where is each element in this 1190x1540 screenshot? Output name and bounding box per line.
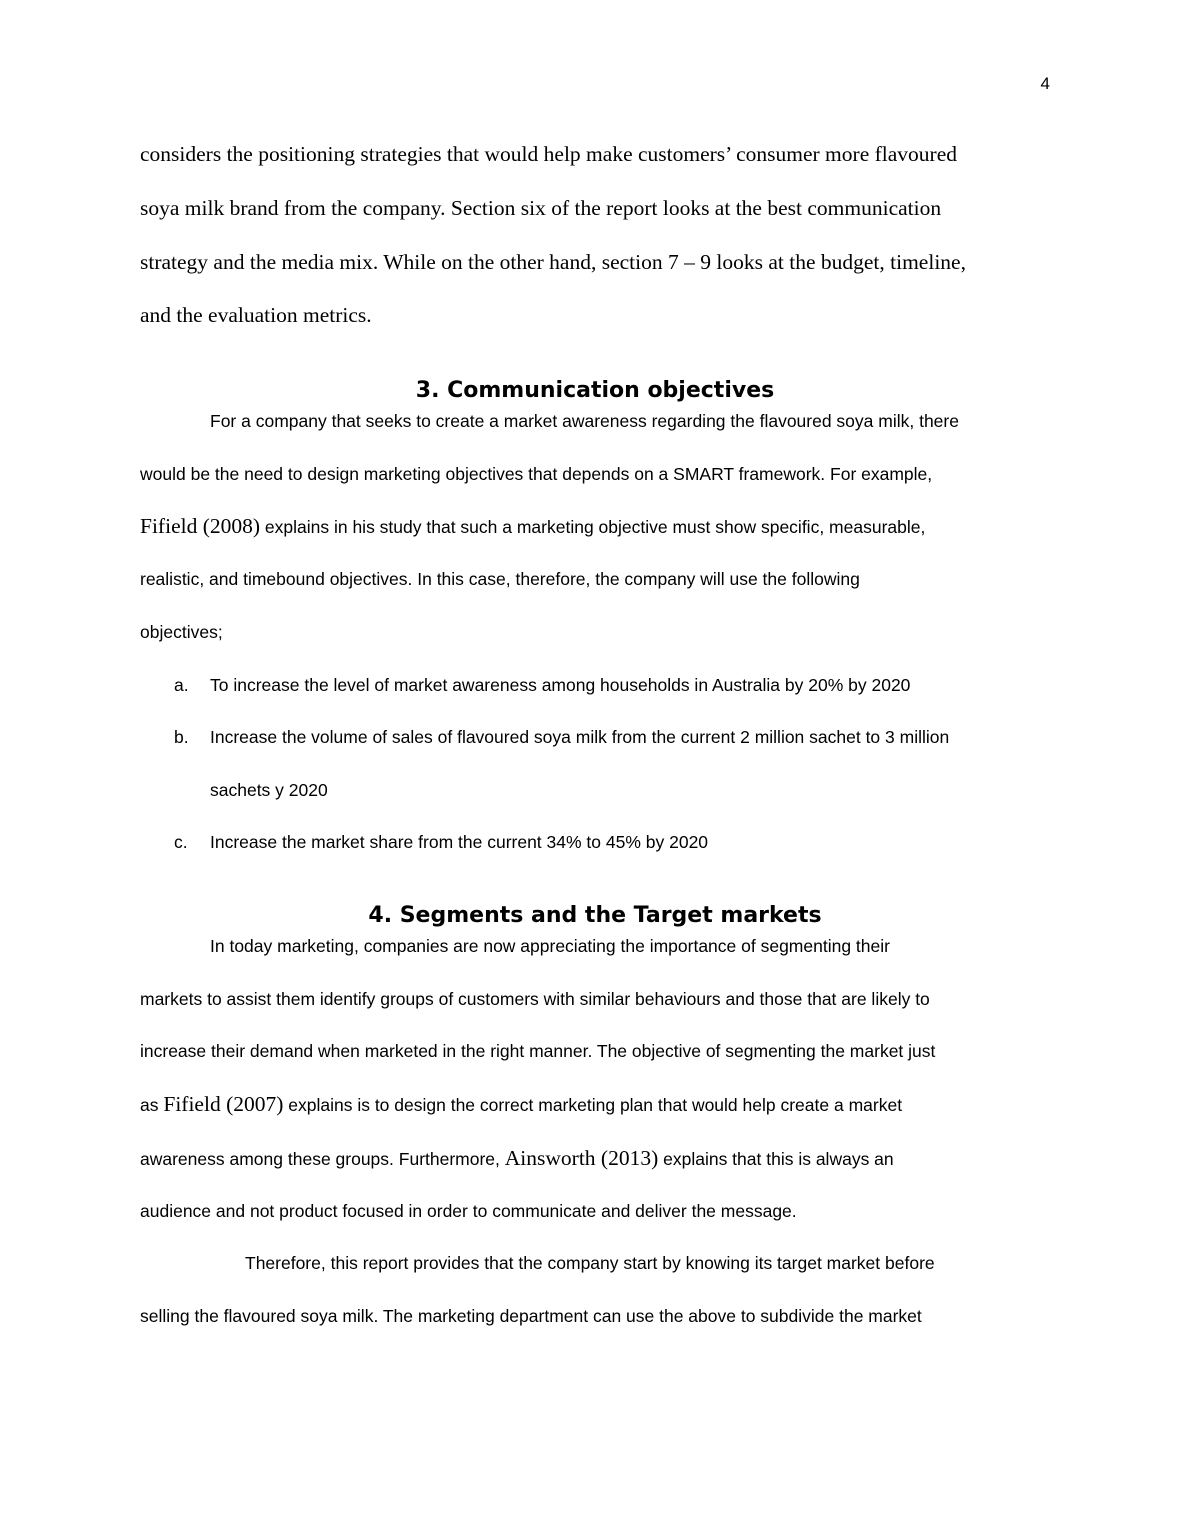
section-3-line: objectives; bbox=[140, 622, 223, 642]
citation: Fifield (2008) bbox=[140, 514, 261, 538]
citation-line-text: explains is to design the correct marketing plan that would help create a market bbox=[283, 1095, 903, 1115]
section-4-line: markets to assist them identify groups of customers with similar behaviours and those that are likely to bbox=[140, 989, 930, 1009]
section-4-line: selling the flavoured soya milk. The marketing department can use the above to subdivide the market bbox=[140, 1306, 922, 1326]
section-4-heading: 4. Segments and the Target markets bbox=[368, 903, 822, 928]
section-3-citation-line bbox=[140, 514, 925, 539]
citation: Fifield (2007) bbox=[163, 1092, 284, 1116]
section-3-line: realistic, and timebound objectives. In this case, therefore, the company will use the following bbox=[140, 569, 860, 589]
citation-line-text: explains in his study that such a marketing objective must show specific, measurable, bbox=[260, 517, 926, 537]
section-4-line: Therefore, this report provides that the company start by knowing its target market before bbox=[245, 1253, 935, 1273]
citation-line-text: explains that this is always an bbox=[658, 1149, 894, 1169]
section-3-line: For a company that seeks to create a market awareness regarding the flavoured soya milk, there bbox=[210, 411, 959, 431]
section-4-citation-line bbox=[140, 1146, 894, 1171]
intro-line: strategy and the media mix. While on the other hand, section 7 – 9 looks at the budget, timeline, bbox=[140, 250, 966, 274]
section-4-citation-line bbox=[140, 1092, 902, 1117]
page-number: 4 bbox=[1040, 74, 1050, 93]
list-item-text: Increase the market share from the current 34% to 45% by 2020 bbox=[210, 832, 709, 852]
intro-line: considers the positioning strategies that would help make customers’ consumer more flavoured bbox=[140, 142, 957, 166]
section-4-line: In today marketing, companies are now appreciating the importance of segmenting their bbox=[210, 936, 890, 956]
list-marker: a. bbox=[174, 675, 189, 695]
citation-line-text: as bbox=[140, 1095, 164, 1115]
intro-line: and the evaluation metrics. bbox=[140, 303, 372, 327]
list-marker: b. bbox=[174, 727, 189, 747]
citation-line-text: awareness among these groups. Furthermore, bbox=[140, 1149, 505, 1169]
list-item-text: sachets y 2020 bbox=[210, 780, 328, 800]
section-3-line: would be the need to design marketing objectives that depends on a SMART framework. For example, bbox=[140, 464, 933, 484]
section-4-line: audience and not product focused in order to communicate and deliver the message. bbox=[140, 1201, 797, 1221]
list-item-text: To increase the level of market awareness among households in Australia by 20% by 2020 bbox=[210, 675, 911, 695]
list-item-text: Increase the volume of sales of flavoured soya milk from the current 2 million sachet to 3 million bbox=[210, 727, 950, 747]
section-4-line: increase their demand when marketed in the right manner. The objective of segmenting the market just bbox=[140, 1041, 936, 1061]
section-3-heading: 3. Communication objectives bbox=[415, 378, 775, 403]
citation: Ainsworth (2013) bbox=[504, 1146, 659, 1170]
intro-line: soya milk brand from the company. Section six of the report looks at the best communication bbox=[140, 196, 942, 220]
list-marker: c. bbox=[174, 832, 188, 852]
